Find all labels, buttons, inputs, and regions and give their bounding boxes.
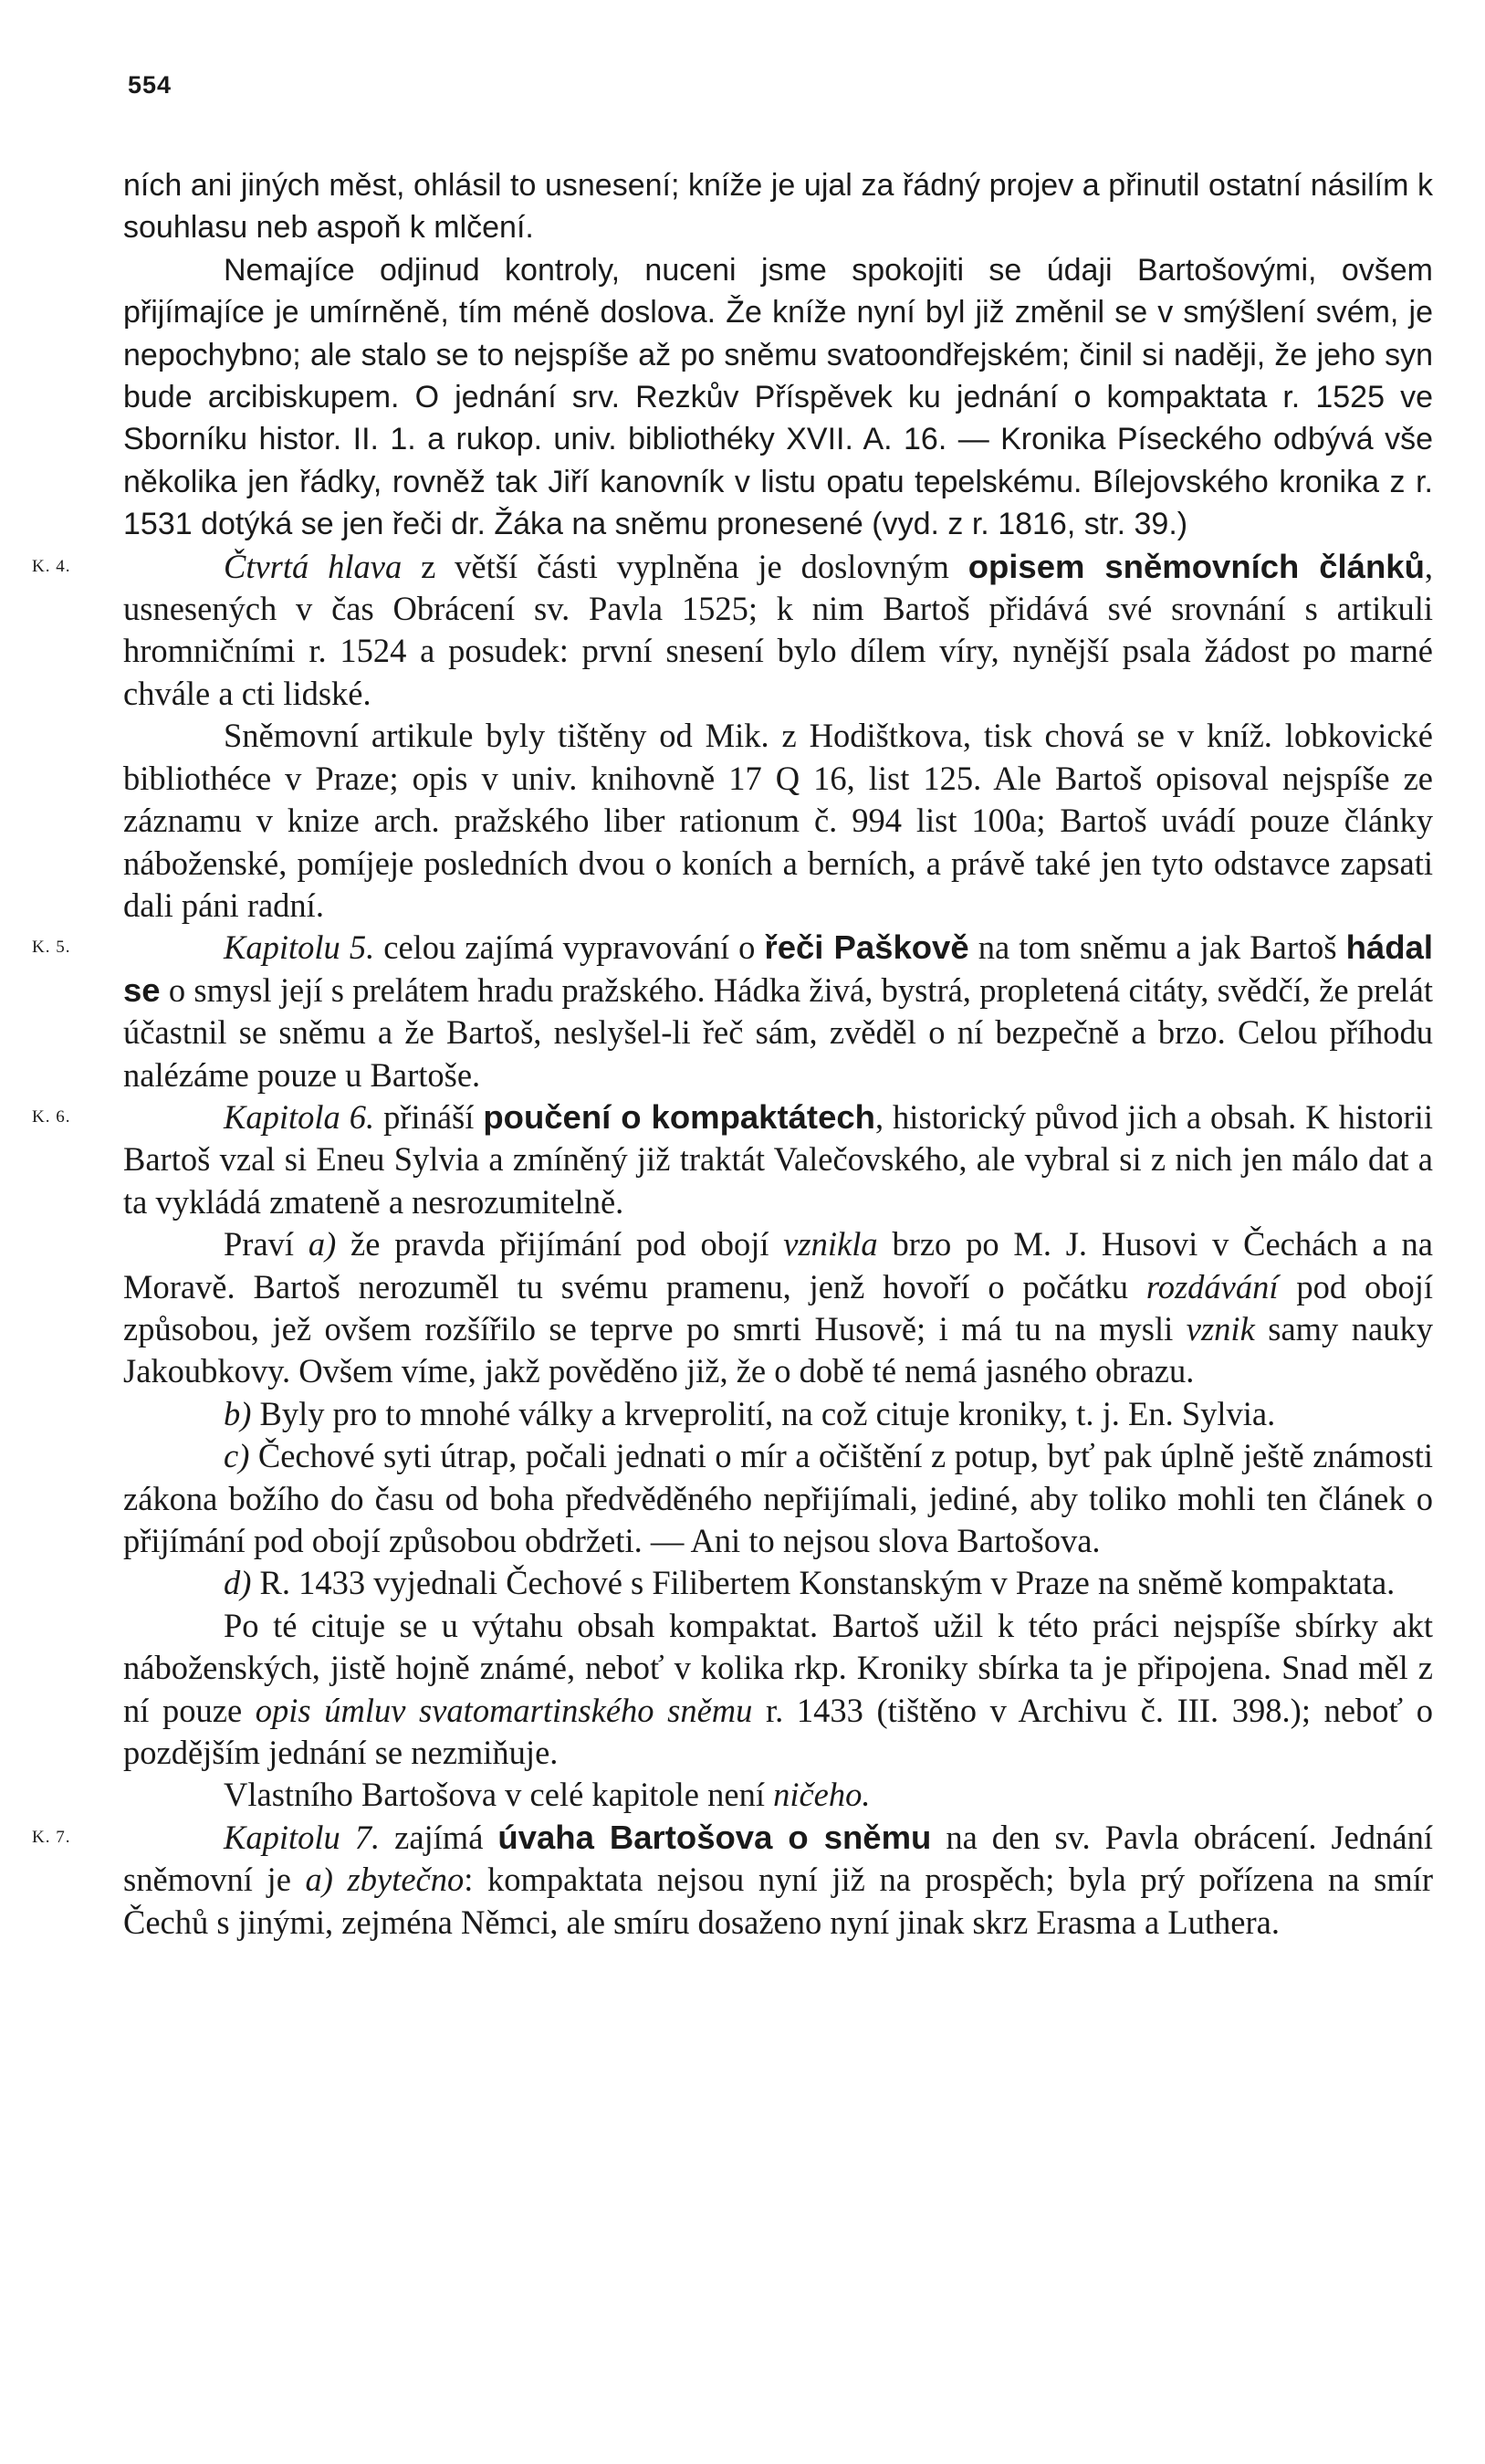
paragraph-11-text-b: r. 1433 (tištěno v Archivu č. III. 398.); neboť o pozdějším jednání se nezmiňuje.	[123, 1691, 1433, 1772]
paragraph-1-text: ních ani jiných měst, ohlásil to usnesení; kníže je ujal za řádný projev a přinutil ostatní násilím k souhlasu neb aspoň k mlčení.	[123, 168, 1433, 246]
margin-note-k7: K. 7.	[32, 1827, 71, 1847]
paragraph-13-text-a: zajímá	[380, 1818, 498, 1856]
paragraph-2	[123, 249, 1433, 546]
paragraph-13	[32, 1817, 1434, 1944]
paragraph-5-bold-b: hádal se	[123, 928, 1433, 1009]
body-text	[32, 164, 1434, 1944]
chapter-4-lead: Čtvrtá hlava	[224, 547, 403, 585]
paragraph-7-text-e: samy nauky Jakoubkovy. Ovšem víme, jakž pověděno již, že o době té nemá jasného obrazu.	[123, 1309, 1433, 1390]
paragraph-11	[123, 1605, 1433, 1775]
paragraph-10-text: R. 1433 vyjednali Čechové s Filibertem Konstanským v Praze na sněmě kompaktata.	[251, 1564, 1396, 1602]
paragraph-10-italic: d)	[224, 1564, 252, 1602]
chapter-6-lead: Kapitola 6.	[224, 1097, 375, 1136]
paragraph-11-text-a: Po té cituje se u výtahu obsah kompaktat. Bartoš užil k této práci nejspíše sbírky akt náboženských, jistě hojně známé, neboť v kolika rkp. Kroniky sbírka ta je připojena. Snad měl z ní pouze	[123, 1606, 1433, 1729]
chapter-7-lead: Kapitolu 7.	[224, 1818, 381, 1856]
paragraph-7	[123, 1223, 1433, 1393]
paragraph-9-text: Čechové syti útrap, počali jednati o mír a očištění z potup, byť pak úplně ještě známosti zákona božího do času od boha předvěděného nepřijímali, jediné, aby toliko mohli ten článek o přijímání pod obojí způsobou obdržeti. — Ani to nejsou slova Bartošova.	[123, 1437, 1433, 1559]
paragraph-7-text-c: brzo po M. J. Husovi v Čechách a na Moravě. Bartoš nerozuměl tu svému pramenu, jenž hovoří o počátku	[123, 1225, 1433, 1305]
paragraph-11-italic: opis úmluv svatomartinského sněmu	[255, 1691, 753, 1729]
paragraph-5-bold-a: řeči Paškově	[764, 928, 969, 967]
paragraph-6-text-b: , historický původ jich a obsah. K historii Bartoš vzal si Eneu Sylvia a zmíněný již traktát Valečovského, ale vybral si z nich jen málo dat a ta vykládá zmateně a nesrozumitelně.	[123, 1097, 1433, 1221]
paragraph-7-italic-d: vznik	[1186, 1309, 1255, 1347]
margin-note-k6: K. 6.	[32, 1106, 71, 1127]
paragraph-12-text: Vlastního Bartošova v celé kapitole není	[224, 1776, 774, 1814]
margin-note-k5: K. 5.	[32, 938, 71, 958]
paragraph-12-italic: ničeho.	[773, 1776, 871, 1814]
paragraph-7-italic-c: rozdávání	[1145, 1267, 1279, 1305]
paragraph-5-text-b: na tom sněmu a jak Bartoš	[968, 928, 1346, 967]
paragraph-13-text-b: na den sv. Pavla obrácení. Jednání sněmovní je	[123, 1818, 1433, 1899]
paragraph-7-italic-a: a)	[308, 1225, 337, 1263]
paragraph-5-text-c: o smysl její s prelátem hradu pražského. Hádka živá, bystrá, propletená citáty, svědčí, že prelát účastnil se sněmu a že Bartoš, neslyšel-li řeč sám, zvěděl o ní bezpečně a brzo. Celou příhodu nalézáme pouze u Bartoše.	[123, 970, 1433, 1094]
paragraph-13-text-c: : kompaktata nejsou nyní již na prospěch; byla prý pořízena na smír Čechů s jinými, zejména Němci, ale smíru dosaženo nyní jinak skrz Erasma a Luthera.	[123, 1861, 1434, 1941]
paragraph-3-text-b: , usnesených v čas Obrácení sv. Pavla 1525; k nim Bartoš přidává své srovnání s artikuli hromničními r. 1524 a posudek: první snesení bylo dílem víry, nynější psala žádost po marné chvále a cti lidské.	[123, 547, 1433, 712]
paragraph-9-italic: c)	[224, 1437, 250, 1475]
paragraph-1	[123, 164, 1433, 249]
paragraph-3-bold: opisem sněmovních článků	[967, 547, 1425, 585]
paragraph-7-italic-b: vznikla	[783, 1225, 878, 1263]
paragraph-3	[32, 546, 1433, 716]
paragraph-10	[123, 1562, 1433, 1604]
paragraph-4	[123, 715, 1433, 927]
paragraph-5	[32, 927, 1433, 1096]
paragraph-6-text-a: přináší	[374, 1097, 484, 1136]
paragraph-7-text-a: Praví	[224, 1225, 309, 1263]
paragraph-6	[32, 1096, 1433, 1223]
paragraph-3-text-a: z větší části vyplněna je doslovným	[402, 547, 968, 585]
paragraph-13-italic: a) zbytečno	[305, 1861, 465, 1899]
paragraph-2-text: Nemajíce odjinud kontroly, nuceni jsme spokojiti se údaji Bartošovými, ovšem přijímajíce je umírněně, tím méně doslova. Že kníže nyní byl již změnil se v smýšlení svém, je nepochybno; ale stalo se to nejspíše až po sněmu svatoondřejském; činil si naději, že jeho syn bude arcibiskupem. O jednání srv. Rezkův Příspěvek ku jednání o kompaktata r. 1525 ve Sborníku histor. II. 1. a rukop. univ. bibliothéky XVII. A. 16. — Kronika Píseckého odbývá vše několika jen řádky, rovněž tak Jiří kanovník v listu opatu tepelskému. Bílejovského kronika z r. 1531 dotýká se jen řeči dr. Žáka na sněmu pronesené (vyd. z r. 1816, str. 39.)	[123, 252, 1433, 542]
paragraph-7-text-d: pod obojí způsobou, jež ovšem rozšířilo se teprve po smrti Husově; i má tu na mysli	[123, 1267, 1433, 1347]
paragraph-8	[123, 1393, 1433, 1435]
paragraph-4-text: Sněmovní artikule byly tištěny od Mik. z Hodištkova, tisk chová se v kníž. lobkovické bibliothéce v Praze; opis v univ. knihovně 17 Q 16, list 125. Ale Bartoš opisoval nejspíše ze záznamu v knize arch. pražského liber rationum č. 994 list 100a; Bartoš uvádí pouze články náboženské, pomíjeje posledních dvou o koních a berních, a právě také jen tyto odstavce zapsati dali páni radní.	[123, 717, 1433, 924]
paragraph-9	[123, 1435, 1433, 1562]
chapter-5-lead: Kapitolu 5.	[224, 928, 375, 967]
page-number: 554	[128, 71, 173, 99]
paragraph-13-bold: úvaha Bartošova o sněmu	[497, 1818, 932, 1856]
paragraph-7-text-b: že pravda přijímání pod obojí	[336, 1225, 784, 1263]
margin-note-k4: K. 4.	[32, 556, 71, 576]
paragraph-6-bold: poučení o kompaktátech	[483, 1097, 875, 1136]
paragraph-8-italic: b)	[224, 1394, 252, 1432]
paragraph-5-text-a: celou zajímá vypravování o	[374, 928, 765, 967]
paragraph-12	[123, 1774, 1433, 1816]
paragraph-8-text: Byly pro to mnohé války a krveprolití, na což cituje kroniky, t. j. En. Sylvia.	[251, 1394, 1276, 1432]
